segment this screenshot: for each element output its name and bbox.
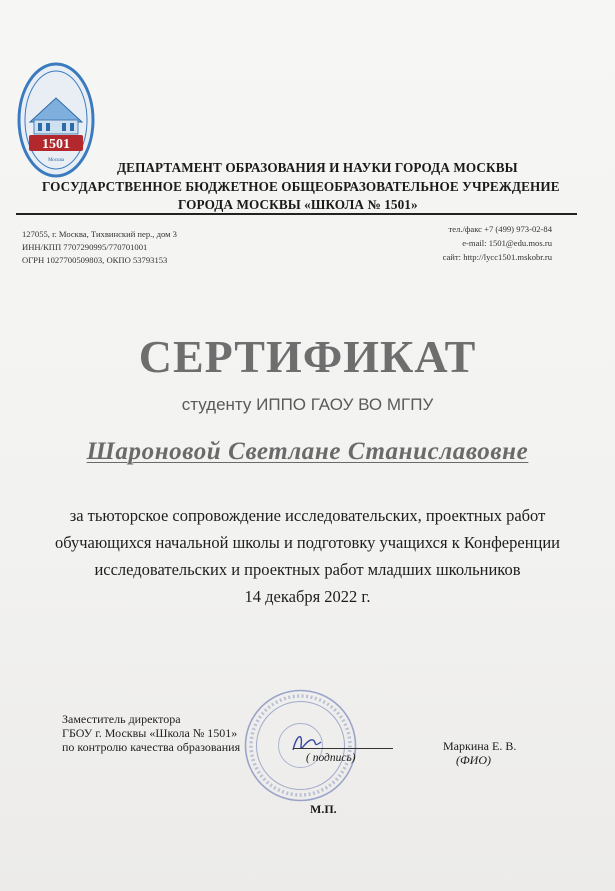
school-logo — [16, 60, 96, 178]
signature-caption: ( подпись) — [306, 752, 356, 764]
header-divider — [16, 213, 577, 215]
official-stamp — [243, 688, 358, 803]
logo-number: 1501 — [42, 137, 70, 152]
body-line-1: за тьюторское сопровождение исследовательских, проектных работ — [69, 506, 546, 525]
logo-city: Москва — [47, 158, 65, 163]
email-text: e-mail: 1501@edu.mos.ru — [462, 238, 552, 248]
header-institution: ГОСУДАРСТВЕННОЕ БЮДЖЕТНОЕ ОБЩЕОБРАЗОВАТЕЛЬНОЕ УЧРЕЖДЕНИЕ — [42, 179, 560, 194]
event-date: 14 декабря 2022 г. — [244, 587, 371, 606]
ogrn-text: ОГРН 1027700509803, ОКПО 53793153 — [22, 255, 168, 265]
phone-text: тел./факс +7 (499) 973-02-84 — [448, 224, 552, 234]
fio-caption: (ФИО) — [456, 753, 491, 767]
recipient-label: студенту ИППО ГАОУ ВО МГПУ — [181, 395, 434, 414]
site-text: сайт: http://lycc1501.mskobr.ru — [442, 252, 552, 262]
position-line-1: Заместитель директора — [62, 712, 181, 726]
stamp-mark: М.П. — [310, 802, 337, 816]
certificate-title: СЕРТИФИКАТ — [138, 331, 477, 382]
inn-text: ИНН/КПП 7707290995/770701001 — [22, 242, 148, 252]
recipient-name: Шароновой Светлане Станиславовне — [86, 438, 529, 465]
position-line-2: ГБОУ г. Москвы «Школа № 1501» — [62, 726, 238, 740]
signature-line — [293, 748, 393, 749]
header-department: ДЕПАРТАМЕНТ ОБРАЗОВАНИЯ И НАУКИ ГОРОДА МОСКВЫ — [117, 160, 518, 175]
position-line-3: по контролю качества образования — [62, 740, 241, 754]
signatory-position — [62, 712, 240, 754]
header-school: ГОРОДА МОСКВЫ «ШКОЛА № 1501» — [178, 197, 418, 212]
signatory-name: Маркина Е. В. — [443, 739, 517, 753]
body-line-2: обучающихся начальной школы и подготовку учащихся к Конференции — [54, 533, 561, 552]
body-line-3: исследовательских и проектных работ младших школьников — [94, 560, 521, 579]
address-text: 127055, г. Москва, Тихвинский пер., дом 3 — [22, 229, 177, 239]
